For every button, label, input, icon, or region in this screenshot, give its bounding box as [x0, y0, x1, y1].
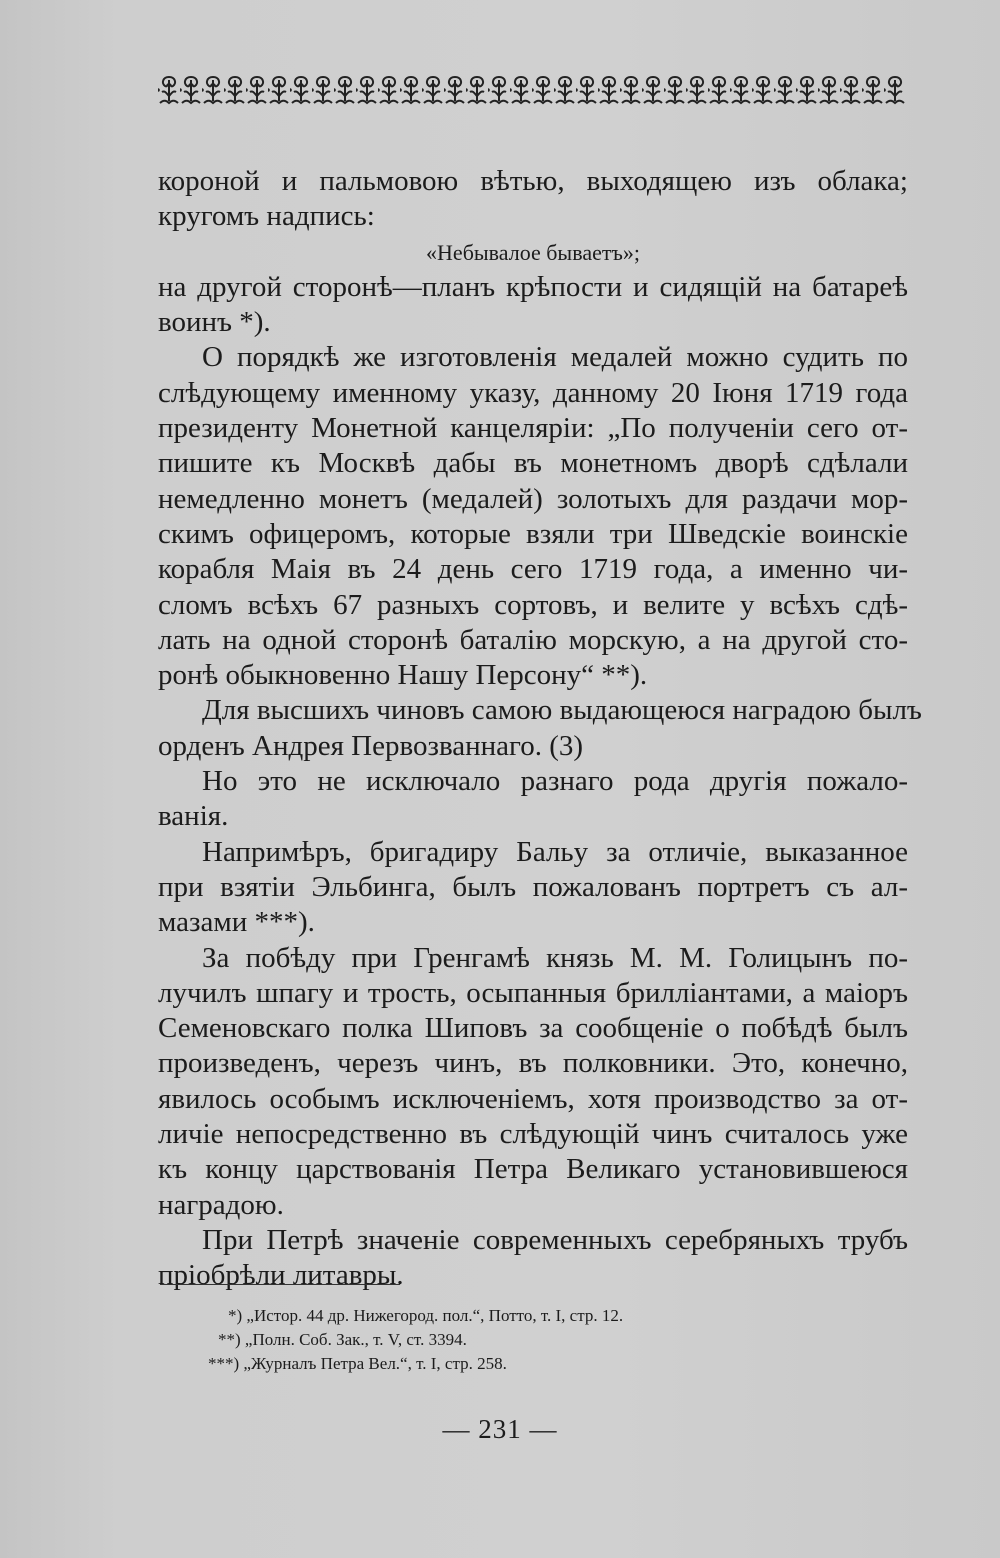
text-line: наградою.	[158, 1188, 284, 1221]
text-line: немедленно монетъ (медалей) золотыхъ для раздачи мор-	[158, 482, 908, 515]
footnotes	[160, 1304, 860, 1376]
text-line: корабля Маія въ 24 день сего 1719 года, а именно чи-	[158, 553, 908, 586]
footnote-2: **) „Полн. Соб. Зак., т. V, ст. 3394.	[218, 1330, 467, 1349]
footnote-rule	[160, 1284, 400, 1285]
text-line: Семеновскаго полка Шиповъ за сообщеніе о побѣдѣ былъ	[158, 1012, 908, 1045]
text-line: ронѣ обыкновенно Нашу Персону“ **).	[158, 659, 648, 692]
footnote-1: *) „Истор. 44 др. Нижегород. пол.“, Потто, т. I, стр. 12.	[228, 1306, 624, 1325]
text-line: слѣдующему именному указу, данному 20 Іюня 1719 года	[158, 376, 908, 409]
text-line: ванія.	[158, 800, 229, 833]
text-line: явилось особымъ исключеніемъ, хотя производство за от-	[158, 1082, 908, 1115]
text-line: «Небывалое бываетъ»;	[426, 239, 640, 265]
text-line: Но это не исключало разнаго рода другія пожало-	[202, 765, 908, 798]
page-number: — 231 —	[442, 1414, 558, 1444]
text-line: О порядкѣ же изготовленія медалей можно судить по	[202, 341, 908, 374]
text-line: личіе непосредственно въ слѣдующій чинъ считалось уже	[158, 1118, 908, 1151]
text-line: За побѣду при Гренгамѣ князь М. М. Голицынъ по-	[202, 941, 908, 974]
text-line: пріобрѣли литавры.	[158, 1259, 404, 1292]
text-line: скимъ офицеромъ, которые взяли три Шведскіе воинскіе	[158, 517, 908, 550]
footnote-3: ***) „Журналъ Петра Вел.“, т. I, стр. 258.	[208, 1354, 507, 1373]
text-line: пишите къ Москвѣ дабы въ монетномъ дворѣ сдѣлали	[158, 447, 908, 480]
text-line: Напримѣръ, бригадиру Бальу за отличіе, выказанное	[202, 835, 908, 868]
text-line: лать на одной сторонѣ баталію морскую, а на другой сто-	[158, 623, 908, 656]
text-line: кругомъ надпись:	[158, 200, 375, 233]
text-line: короной и пальмовою вѣтью, выходящею изъ облака;	[158, 165, 908, 197]
text-line: лучилъ шпагу и трость, осыпанныя бриллiантами, а маіоръ	[158, 976, 908, 1009]
text-line: при взятіи Эльбинга, былъ пожалованъ портретъ съ ал-	[158, 870, 908, 903]
text-line: произведенъ, черезъ чинъ, въ полковники. Это, конечно,	[158, 1047, 908, 1080]
text-line: сломъ всѣхъ 67 разныхъ сортовъ, и велите у всѣхъ сдѣ-	[158, 588, 908, 621]
text-line: къ концу царствованія Петра Великаго установившеюся	[158, 1153, 908, 1186]
text-line: орденъ Андрея Первозваннаго. (3)	[158, 729, 584, 762]
text-line: на другой сторонѣ—планъ крѣпости и сидящій на батареѣ	[158, 270, 908, 303]
text-line: При Петрѣ значеніе современныхъ серебряныхъ трубъ	[202, 1223, 908, 1256]
text-line: мазами ***).	[158, 906, 315, 939]
text-line: президенту Монетной канцеляріи: „По полученіи сего от-	[158, 412, 908, 445]
text-line: воинъ *).	[158, 306, 271, 339]
ornamental-header-band	[158, 74, 906, 106]
text-line: Для высшихъ чиновъ самою выдающеюся наградою былъ	[202, 694, 922, 727]
main-text	[158, 164, 922, 1294]
